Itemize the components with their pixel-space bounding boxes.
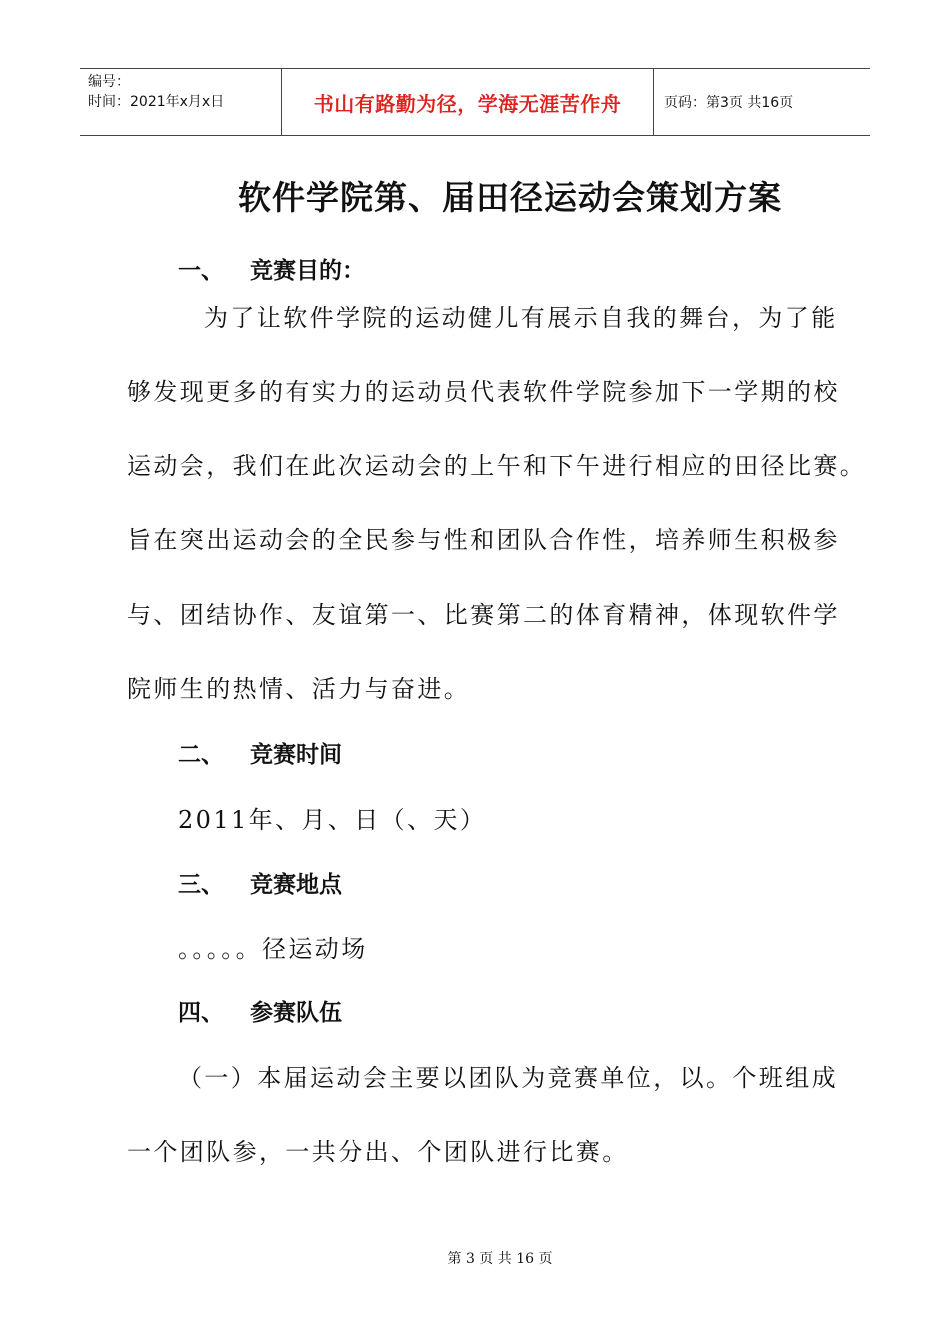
place-text: 。。。。。径运动场 (178, 935, 368, 963)
section-number: 四、 (178, 999, 224, 1026)
section-heading-time (178, 736, 342, 769)
section-title: 参赛队伍 (250, 999, 342, 1026)
header-meta (80, 69, 282, 135)
paragraph-line: 运动会，我们在此次运动会的上午和下午进行相应的田径比赛。 (127, 452, 867, 480)
section-heading-teams (178, 994, 342, 1027)
section-title: 竞赛目的： (250, 257, 365, 284)
time-text: 2011年、月、日（、天） (178, 806, 487, 834)
section-number: 一、 (178, 257, 224, 284)
section-number: 三、 (178, 871, 224, 898)
section-title: 竞赛地点 (250, 871, 342, 898)
section-title: 竞赛时间 (250, 741, 342, 768)
paragraph-line: 与、团结协作、友谊第一、比赛第二的体育精神，体现软件学 (127, 601, 840, 629)
paragraph-line: 一个团队参，一共分出、个团队进行比赛。 (127, 1138, 629, 1166)
paragraph-line: 够发现更多的有实力的运动员代表软件学院参加下一学期的校 (127, 378, 840, 406)
section-heading-place (178, 866, 342, 899)
paragraph-line: 旨在突出运动会的全民参与性和团队合作性，培养师生积极参 (127, 526, 840, 554)
header-page-info: 页码：第3页 共16页 (664, 95, 794, 111)
section-number: 二、 (178, 741, 224, 768)
paragraph-line: 院师生的热情、活力与奋进。 (127, 675, 471, 703)
document-header (80, 68, 870, 136)
doc-date-label: 时间：2021年x月x日 (88, 94, 225, 110)
doc-number-label: 编号： (88, 74, 130, 90)
header-motto: 书山有路勤为径，学海无涯苦作舟 (282, 69, 654, 135)
section-heading-purpose (178, 252, 365, 285)
page-footer: 第 3 页 共 16 页 (447, 1251, 553, 1267)
document-title: 软件学院第、届田径运动会策划方案 (238, 178, 782, 217)
paragraph-line: （一）本届运动会主要以团队为竞赛单位，以。个班组成 (178, 1064, 838, 1092)
paragraph-line: 为了让软件学院的运动健儿有展示自我的舞台，为了能 (204, 304, 838, 332)
